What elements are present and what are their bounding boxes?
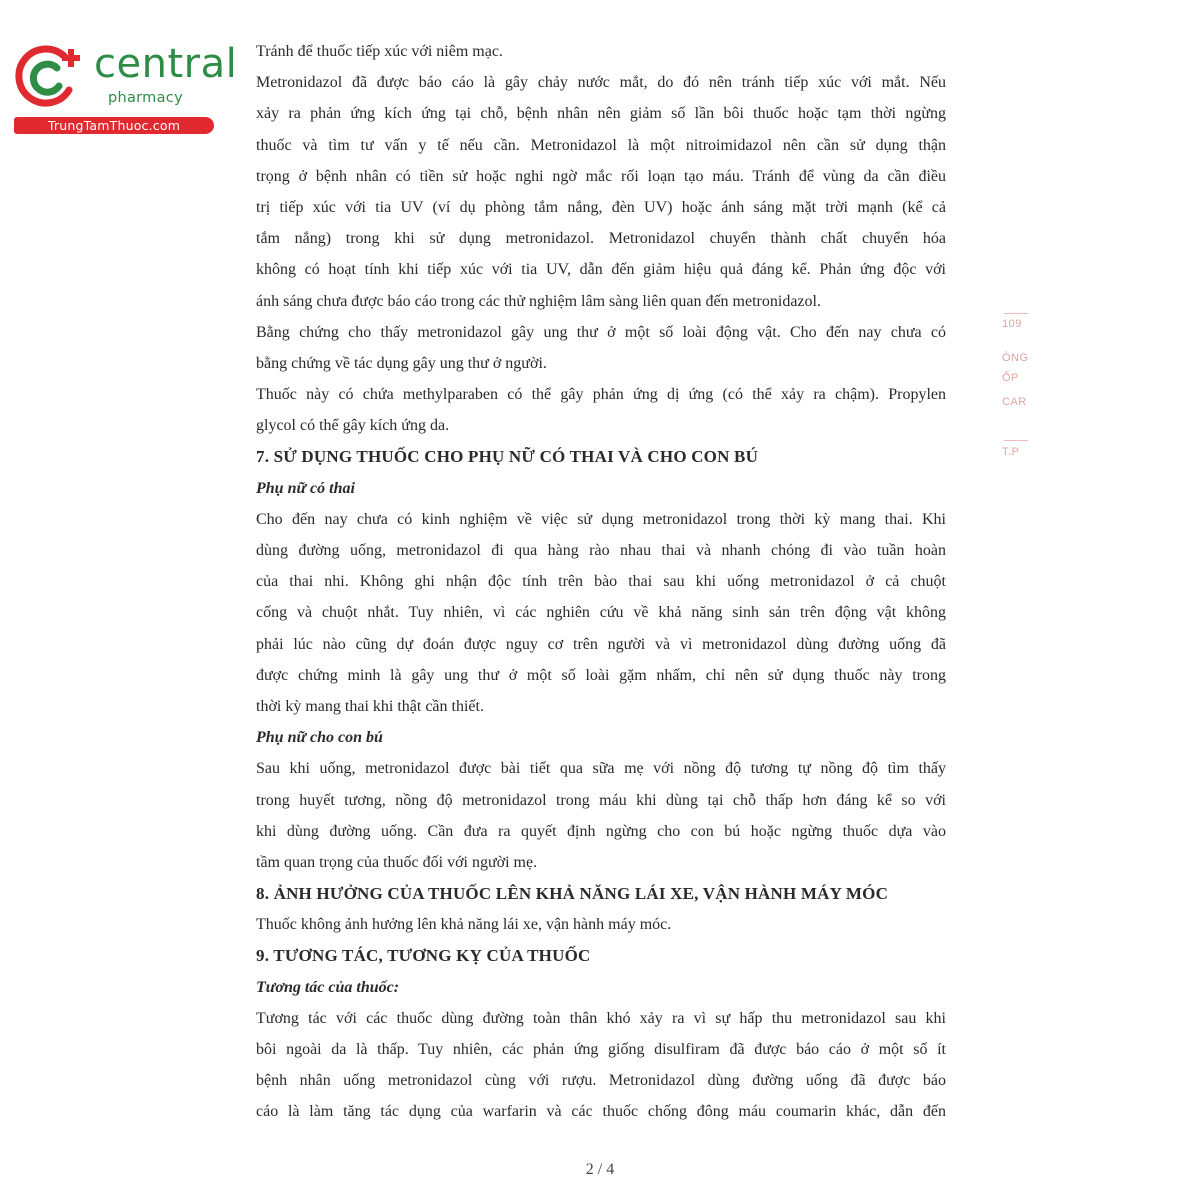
pharmacy-cross-logo-icon <box>14 42 82 110</box>
text-line: được chứng minh là gây ung thư ở một số loài gặm nhấm, chỉ nên sử dụng thuốc này trong <box>256 666 946 684</box>
text-line: trị tiếp xúc với tia UV (ví dụ phòng tắm nắng, đèn UV) hoặc ánh sáng mặt trời mạnh (kể cả <box>256 198 946 216</box>
subheading-interactions: Tương tác của thuốc: <box>256 978 400 996</box>
text-line: phải lúc nào cũng dự đoán được nguy cơ trên người và vì metronidazol dùng đường uống đã <box>256 635 946 653</box>
text-line: của thai nhi. Không ghi nhận độc tính trên bào thai sau khi uống metronidazol ở cả chuột <box>256 573 946 591</box>
page-number: 2 / 4 <box>585 1161 615 1178</box>
logo-website-banner: TrungTamThuoc.com <box>14 117 214 134</box>
text-line: Thuốc này có chứa methylparaben có thể gây phản ứng dị ứng (có thể xảy ra chậm). Propylen <box>256 386 946 404</box>
text-line: bôi ngoài da là thấp. Tuy nhiên, các phản ứng giống disulfiram đã được báo cáo ở một số ít <box>256 1041 946 1058</box>
section-heading-8: 8. ẢNH HƯỞNG CỦA THUỐC LÊN KHẢ NĂNG LÁI XE, VẬN HÀNH MÁY MÓC <box>256 884 889 904</box>
text-line: tắm nắng) trong khi sử dụng metronidazol. Metronidazol chuyển thành chất chuyển hóa <box>256 230 946 248</box>
subheading-pregnancy: Phụ nữ có thai <box>256 479 355 497</box>
text-line: ánh sáng chưa được báo cáo trong các thử nghiệm lâm sàng liên quan đến metronidazol. <box>256 292 821 310</box>
text-line: bằng chứng về tác dụng gây ung thư ở người. <box>256 354 547 372</box>
text-line: thuốc và tìm tư vấn y tế nếu cần. Metronidazol là một nitroimidazol nên cần sử dụng thận <box>256 136 946 154</box>
text-line: xảy ra phản ứng kích ứng tại chỗ, bệnh nhân nên giảm số lần bôi thuốc hoặc tạm thời ngừng <box>256 105 946 123</box>
text-line: Sau khi uống, metronidazol được bài tiết qua sữa mẹ với nồng độ tương tự nồng độ tìm thấy <box>256 760 946 778</box>
stamp-rule <box>1004 313 1028 314</box>
text-line: Bằng chứng cho thấy metronidazol gây ung thư ở một số loài động vật. Cho đến nay chưa có <box>256 323 946 341</box>
text-line: Metronidazol đã được báo cáo là gây chảy nước mắt, do đó nên tránh tiếp xúc với mắt. Nếu <box>256 74 946 92</box>
text-line: không có hoạt tính khi tiếp xúc với tia UV, dẫn đến giảm hiệu quả đáng kể. Phản ứng độc với <box>256 261 946 279</box>
central-pharmacy-logo <box>8 38 238 138</box>
stamp-mark: ÒNG <box>1002 352 1029 364</box>
text-line: tầm quan trọng của thuốc đối với người mẹ. <box>256 853 538 871</box>
text-line: Cho đến nay chưa có kinh nghiệm về việc sử dụng metronidazol trong thời kỳ mang thai. Khi <box>256 510 946 528</box>
text-line: dùng đường uống, metronidazol đi qua hàng rào nhau thai và nhanh chóng đi vào tuần hoàn <box>256 542 946 559</box>
section-heading-9: 9. TƯƠNG TÁC, TƯƠNG KỴ CỦA THUỐC <box>256 946 591 966</box>
subheading-breastfeeding: Phụ nữ cho con bú <box>256 729 383 747</box>
section-heading-7: 7. SỬ DỤNG THUỐC CHO PHỤ NỮ CÓ THAI VÀ CHO CON BÚ <box>256 447 759 467</box>
text-line: trọng ở bệnh nhân có tiền sử hoặc nghi ngờ mắc rối loạn tạo máu. Tránh để vùng da cần điều <box>256 167 946 185</box>
logo-subtitle: pharmacy <box>108 90 183 106</box>
stamp-rule <box>1004 440 1028 441</box>
text-line: trong huyết tương, nồng độ metronidazol trong máu khi dùng tại chỗ thấp hơn đáng kể so với <box>256 791 946 809</box>
stamp-mark: T.P <box>1002 446 1020 458</box>
logo-wordmark: central <box>94 41 238 87</box>
text-line: cáo là làm tăng tác dụng của warfarin và các thuốc chống đông máu coumarin khác, dẫn đến <box>256 1103 946 1121</box>
stamp-mark: ỔP <box>1002 372 1019 384</box>
text-line: thời kỳ mang thai khi thật cần thiết. <box>256 697 484 715</box>
document-body <box>256 36 946 1128</box>
text-line: cống và chuột nhắt. Tuy nhiên, vì các nghiên cứu về khả năng sinh sản trên động vật không <box>256 604 946 622</box>
text-line: glycol có thể gây kích ứng da. <box>256 417 450 435</box>
text-line: Tránh để thuốc tiếp xúc với niêm mạc. <box>256 43 503 60</box>
text-line: bệnh nhân uống metronidazol cùng với rượu. Metronidazol dùng đường uống đã được báo <box>256 1072 946 1090</box>
text-line: khi dùng đường uống. Cần đưa ra quyết định ngừng cho con bú hoặc ngừng thuốc dựa vào <box>256 822 946 840</box>
stamp-mark: 109 <box>1002 318 1022 330</box>
text-line: Thuốc không ảnh hưởng lên khả năng lái xe, vận hành máy móc. <box>256 916 672 934</box>
stamp-mark: CAR <box>1002 396 1027 408</box>
text-line: Tương tác với các thuốc dùng đường toàn thân khó xảy ra vì sự hấp thu metronidazol sau khi <box>256 1009 946 1027</box>
